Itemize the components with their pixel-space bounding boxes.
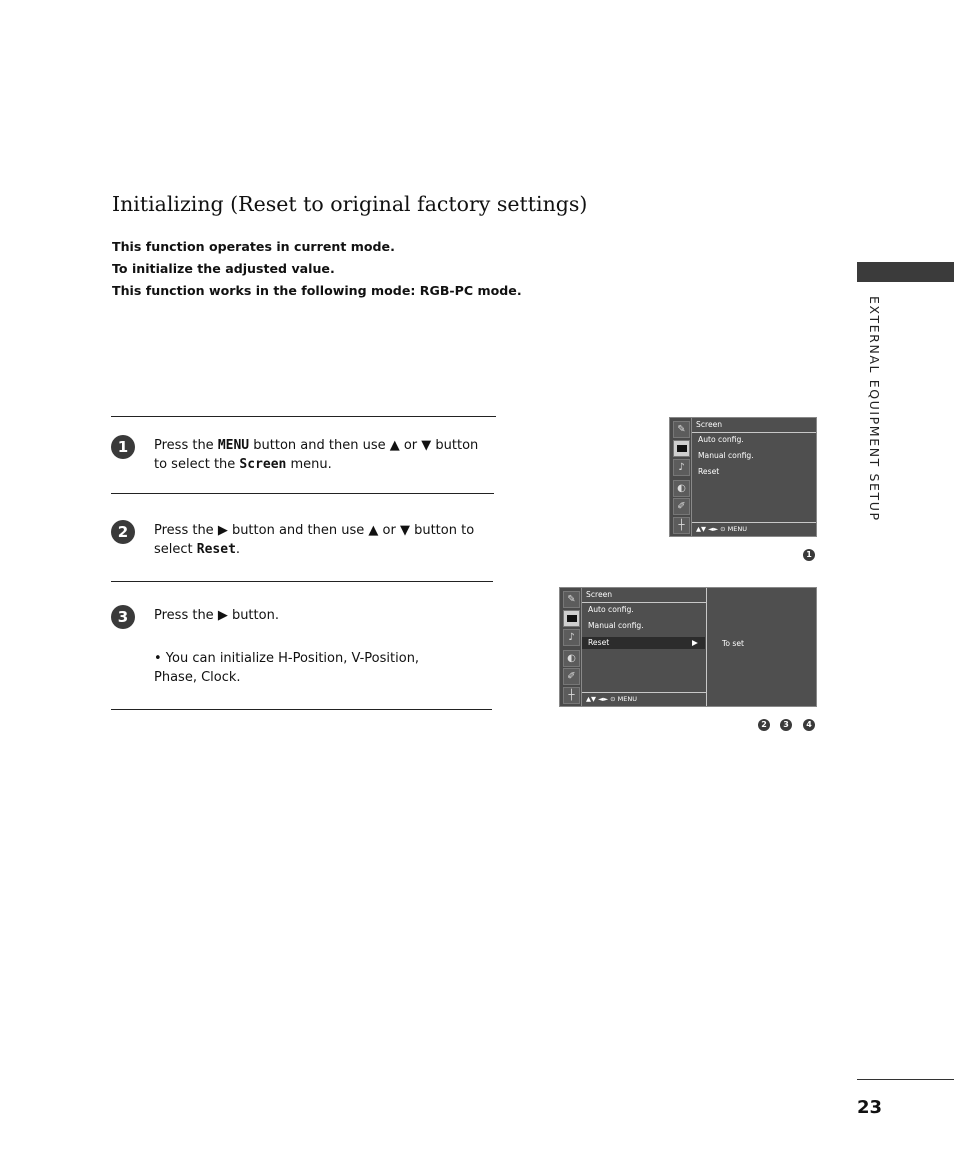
osd-item-reset[interactable]: Reset xyxy=(698,467,720,476)
step-text-part: Press the xyxy=(154,438,218,453)
intro-line: This function works in the following mode: RGB-PC mode. xyxy=(112,283,522,298)
step-text-part: menu. xyxy=(286,457,332,472)
page-number: 23 xyxy=(857,1097,883,1118)
figure-badge-3: 3 xyxy=(780,719,792,731)
intro-line: To initialize the adjusted value. xyxy=(112,261,335,276)
sound-icon: ♪ xyxy=(673,459,690,476)
step-number-2: 2 xyxy=(111,520,135,544)
step-3-note: • You can initialize H-Position, V-Position, Phase, Clock. xyxy=(154,651,420,685)
option-icon: ✐ xyxy=(563,668,580,685)
osd-header: Screen xyxy=(582,588,706,603)
screen-icon xyxy=(673,440,690,457)
osd-item-reset[interactable]: Reset xyxy=(588,638,610,647)
osd-item-auto-config[interactable]: Auto config. xyxy=(588,605,634,614)
setup-icon: ┼ xyxy=(673,517,690,534)
osd-icon-column xyxy=(560,588,582,706)
footer-rule xyxy=(857,1079,954,1080)
picture-icon: ✎ xyxy=(673,421,690,438)
screen-menu-osd-1 xyxy=(669,417,817,537)
step-1-text xyxy=(154,436,494,474)
intro-text xyxy=(112,236,522,302)
figure-badge-2: 2 xyxy=(758,719,770,731)
step-text-part: Press the ▶ button and then use ▲ or ▼ button to select xyxy=(154,523,475,557)
osd-footer: ▲▼ ◄► ⊙ MENU xyxy=(582,692,706,706)
osd-icon-column xyxy=(670,418,692,536)
step-number-3: 3 xyxy=(111,605,135,629)
screen-menu-label: Screen xyxy=(239,457,287,472)
option-icon: ✐ xyxy=(673,498,690,515)
sound-icon: ♪ xyxy=(563,629,580,646)
step-text-part: button and then use ▲ or ▼ button to select the xyxy=(154,438,479,472)
screen-icon xyxy=(563,610,580,627)
section-tab-label: EXTERNAL EQUIPMENT SETUP xyxy=(867,296,882,522)
menu-key-label: MENU xyxy=(217,438,250,453)
right-arrow-icon: ▶ xyxy=(692,638,698,647)
step-divider xyxy=(111,709,492,710)
step-divider xyxy=(111,581,493,582)
step-3-text: Press the ▶ button. xyxy=(154,608,279,623)
figure-badge-1: 1 xyxy=(803,549,815,561)
step-number-1: 1 xyxy=(111,435,135,459)
reset-label: Reset xyxy=(196,542,236,557)
osd-item-manual-config[interactable]: Manual config. xyxy=(698,451,754,460)
osd-footer: ▲▼ ◄► ⊙ MENU xyxy=(692,522,816,536)
picture-icon: ✎ xyxy=(563,591,580,608)
osd-item-manual-config[interactable]: Manual config. xyxy=(588,621,644,630)
intro-line: This function operates in current mode. xyxy=(112,239,395,254)
step-divider xyxy=(111,493,494,494)
osd-header: Screen xyxy=(692,418,816,433)
time-icon: ◐ xyxy=(673,480,690,497)
step-2-text xyxy=(154,521,484,559)
osd-item-auto-config[interactable]: Auto config. xyxy=(698,435,744,444)
osd-divider xyxy=(706,588,707,706)
figure-badge-4: 4 xyxy=(803,719,815,731)
screen-menu-osd-2 xyxy=(559,587,817,707)
setup-icon: ┼ xyxy=(563,687,580,704)
osd-submenu-to-set[interactable]: To set xyxy=(722,639,745,648)
page-title: Initializing (Reset to original factory settings) xyxy=(112,192,588,216)
section-tab-bar xyxy=(857,262,954,282)
step-text-part: . xyxy=(235,542,241,557)
step-divider xyxy=(111,416,496,417)
time-icon: ◐ xyxy=(563,650,580,667)
